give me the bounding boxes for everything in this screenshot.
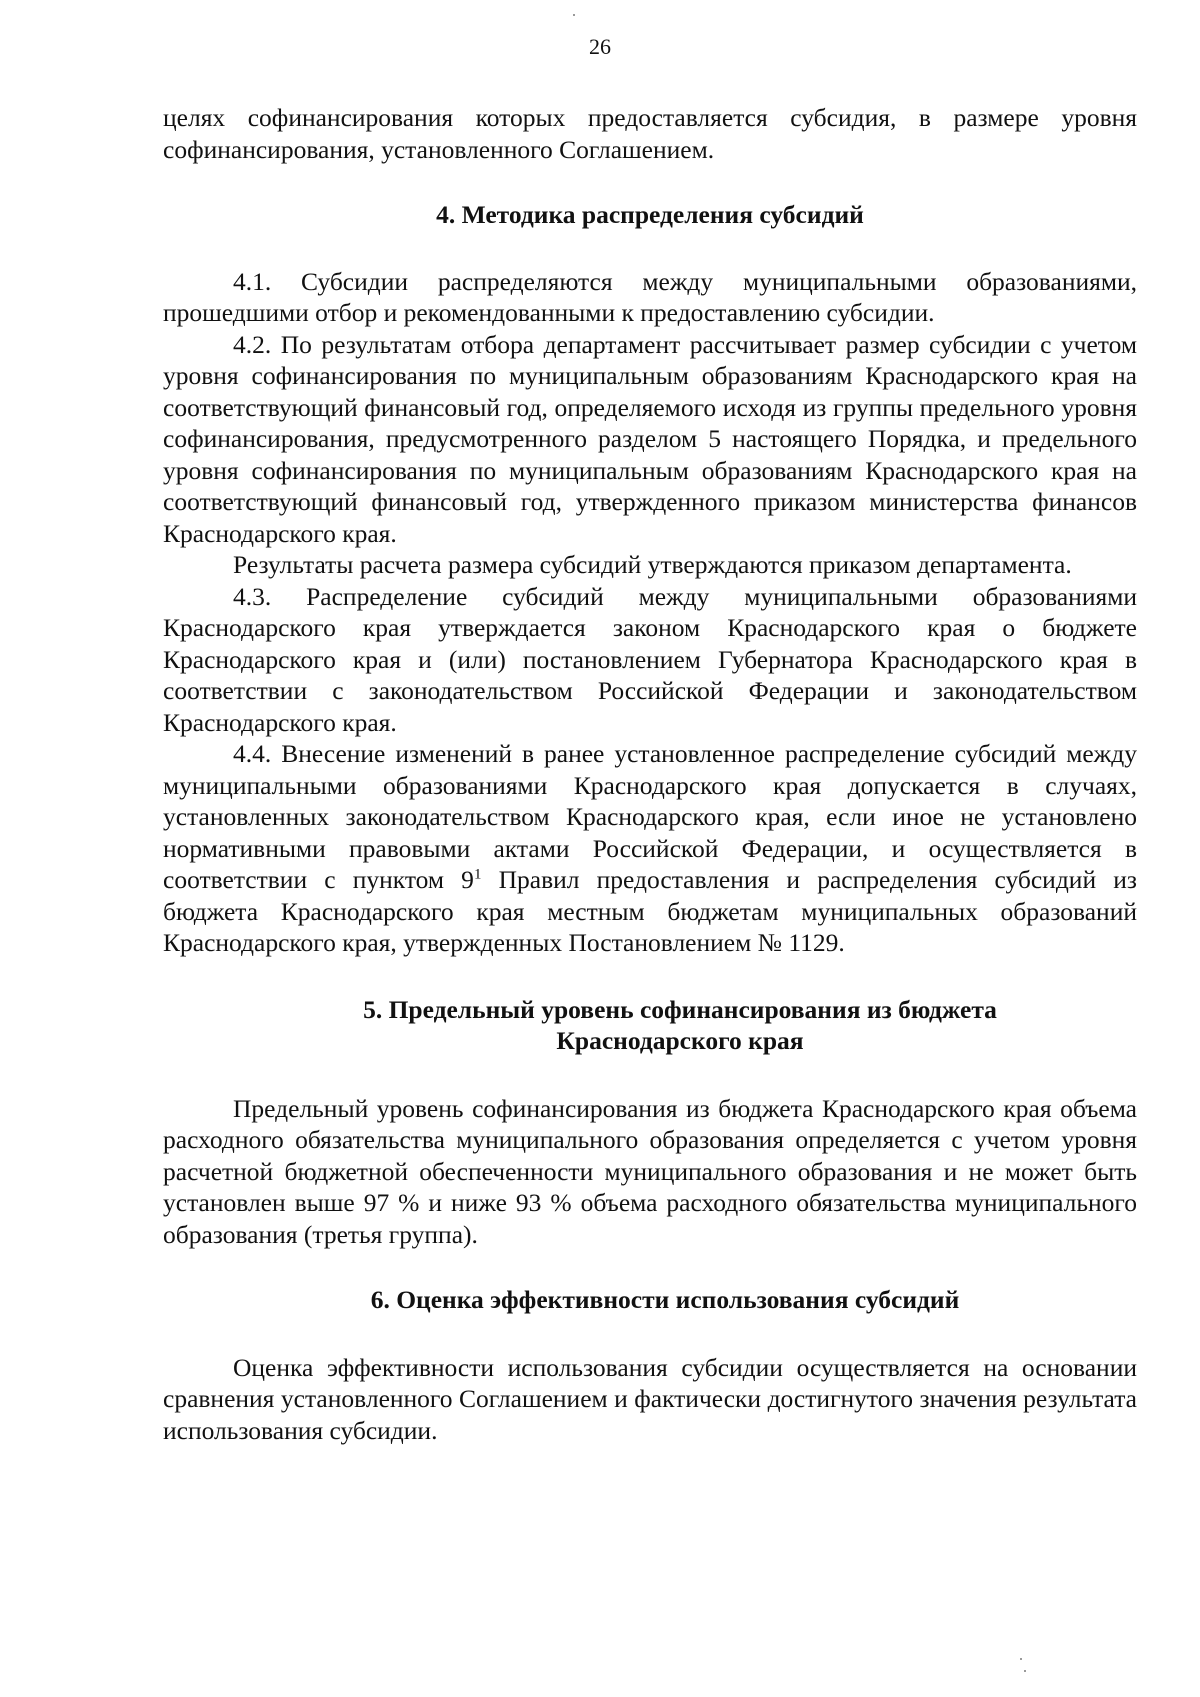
paragraph-4-1: 4.1. Субсидии распределяются между муниципальными образованиями, прошедшими отбор и рекомендованными к предоставлению субсидии.	[163, 266, 1137, 327]
section-5-paragraph: Предельный уровень софинансирования из бюджета Краснодарского края объема расходного обязательства муниципального образования определяется с учетом уровня расчетной бюджетной обеспеченности муниципального образования и не может быть установлен выше 97 % и ниже 93 % объема расходного обязательства муниципального образования (третья группа).	[163, 1093, 1137, 1249]
page-number: 26	[589, 34, 611, 59]
section-6-heading: 6. Оценка эффективности использования субсидий	[370, 1285, 960, 1314]
paragraph-4-4	[163, 738, 1137, 959]
superscript-marker: 1	[473, 866, 482, 883]
section-4-heading: 4. Методика распределения субсидий	[436, 200, 864, 229]
scan-speck	[1024, 1670, 1026, 1672]
continuation-paragraph: целях софинансирования которых предоставляется субсидия, в размере уровня софинансирования, установленного Соглашением.	[163, 103, 1137, 164]
paragraph-4-2: 4.2. По результатам отбора департамент рассчитывает размер субсидии с учетом уровня софинансирования по муниципальным образованиям Краснодарского края на соответствующий финансовый год, определяемого исходя из группы предельного уровня софинансирования, предусмотренного разделом 5 настоящего Порядка, и предельного уровня софинансирования по муниципальным образованиям Краснодарского края на соответствующий финансовый год, утвержденного приказом министерства финансов Краснодарского края.	[163, 329, 1137, 548]
section-6-paragraph: Оценка эффективности использования субсидии осуществляется на основании сравнения установленного Соглашением и фактически достигнутого значения результата использования субсидии.	[163, 1352, 1137, 1445]
section-5-heading-line-1: 5. Предельный уровень софинансирования из бюджета	[363, 994, 997, 1024]
section-5-heading-line-2: Краснодарского края	[556, 1026, 804, 1055]
paragraph-4-2-results: Результаты расчета размера субсидий утверждаются приказом департамента.	[233, 550, 1072, 579]
paragraph-4-3: 4.3. Распределение субсидий между муниципальными образованиями Краснодарского края утверждается законом Краснодарского края о бюджете Краснодарского края и (или) постановлением Губернатора Краснодарского края в соответствии с законодательством Российской Федерации и законодательством Краснодарского края.	[163, 581, 1137, 737]
section-5-heading	[163, 994, 1137, 1057]
scan-speck	[1020, 1658, 1022, 1660]
document-body	[163, 102, 1137, 1446]
paragraph-4-4-text-start: 4.4. Внесение изменений в ранее установленное распределение субсидий между муниципальными образованиями Краснодарского края допускается в случаях, установленных законодательством Краснодарского края, если иное не установлено нормативными правовыми актами Российской Федерации, и осуществляется в соответствии с пунктом 9	[163, 739, 1137, 894]
paragraph-4-4-text-end: Правил предоставления и распределения субсидий из бюджета Краснодарского края местным бюджетам муниципальных образований Краснодарского края, утвержденных Постановлением № 1129.	[163, 865, 1137, 957]
scan-speck	[573, 14, 575, 16]
